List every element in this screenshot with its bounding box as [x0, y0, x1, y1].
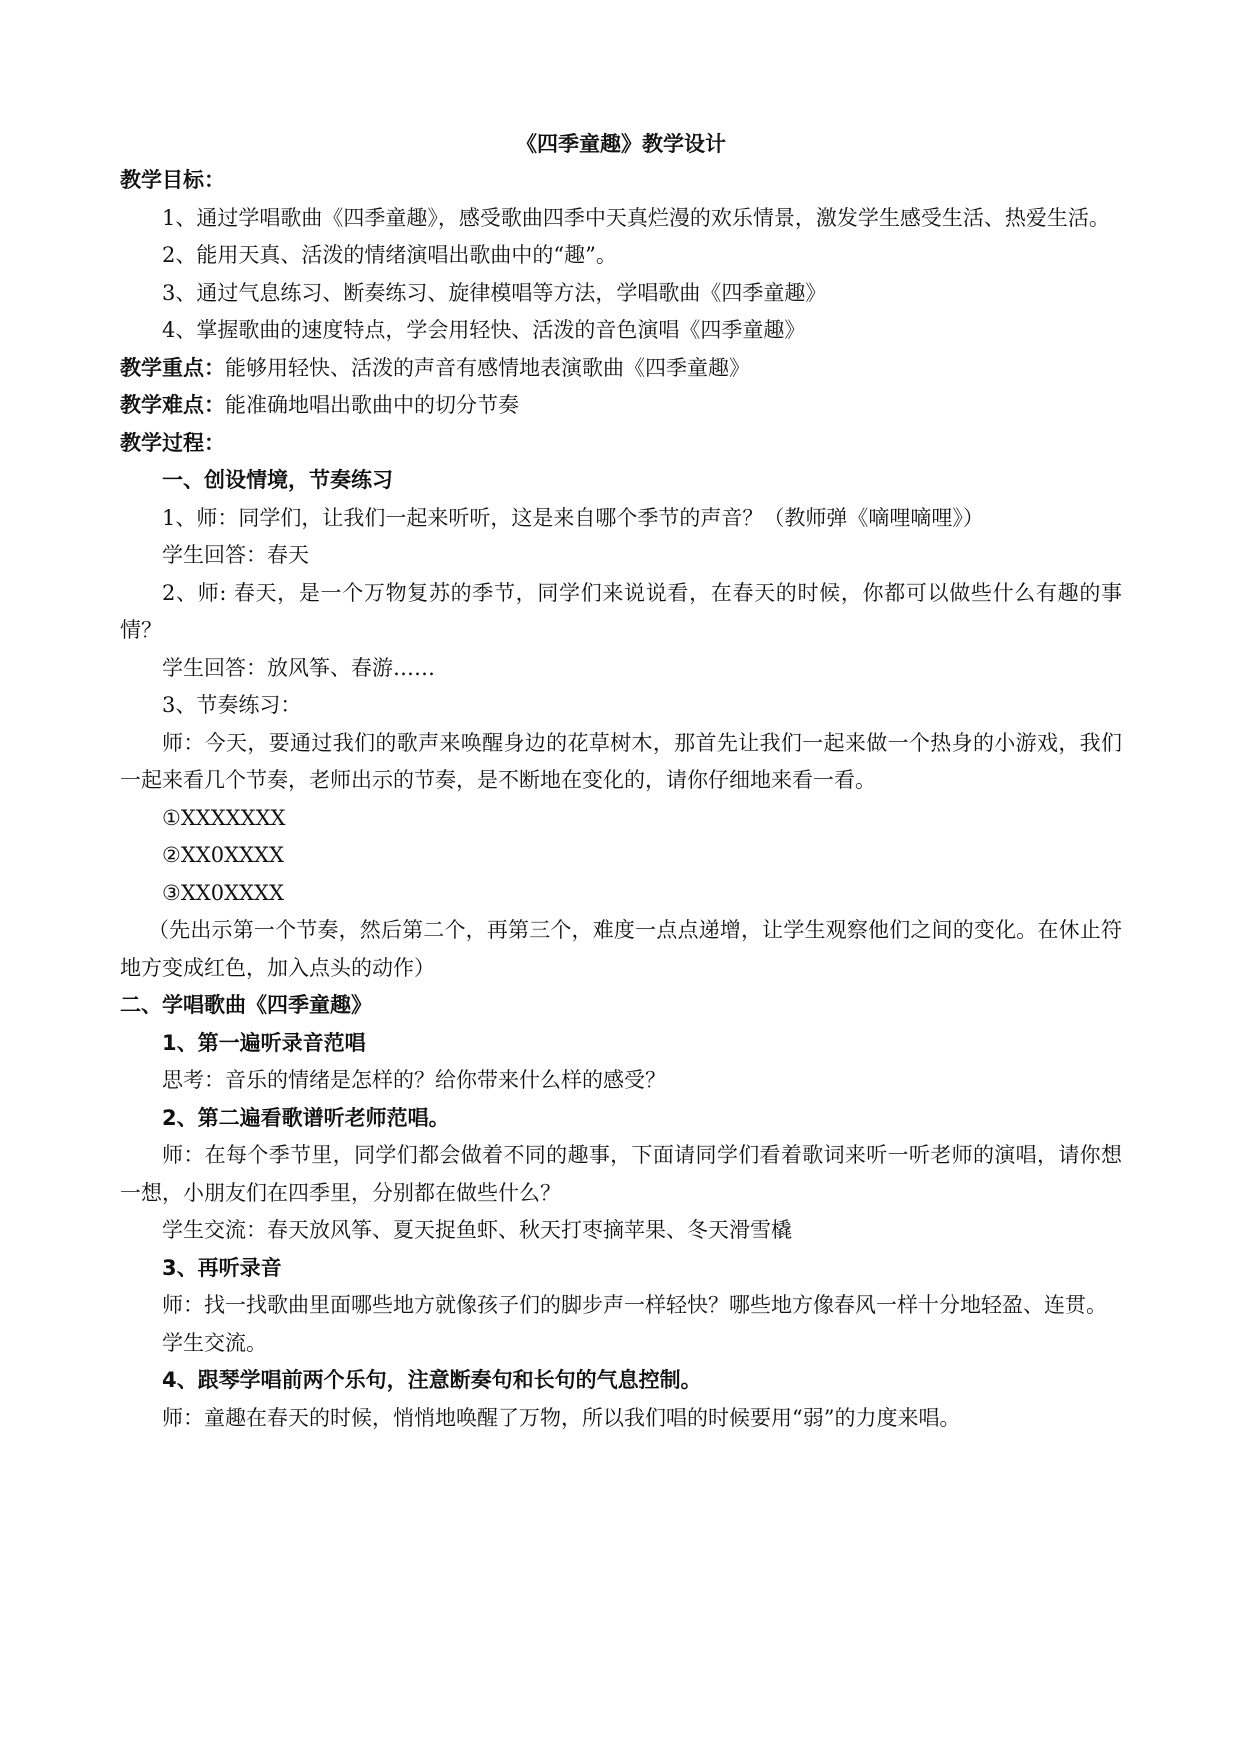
document-page — [120, 126, 1122, 1437]
section2-s3-answer: 学生交流。 — [162, 1330, 267, 1355]
section2-s1-heading: 1、第一遍听录音范唱 — [162, 1030, 366, 1055]
section2-s3-heading: 3、再听录音 — [162, 1255, 282, 1280]
section2-s2-text: 师：在每个季节里，同学们都会做着不同的趣事，下面请同学们看着歌词来听一听老师的演唱，请你想一想，小朋友们在四季里，分别都在做些什么？ — [120, 1143, 1122, 1205]
difficulty — [120, 387, 1122, 425]
section2-s1-text: 思考：音乐的情绪是怎样的？给你带来什么样的感受？ — [162, 1068, 666, 1092]
section1-note: （先出示第一个节奏，然后第二个，再第三个，难度一点点递增，让学生观察他们之间的变化。在休止符地方变成红色，加入点头的动作） — [120, 918, 1122, 980]
section1-p1-answer: 学生回答：春天 — [162, 543, 309, 567]
section2-s2-heading: 2、第二遍看歌谱听老师范唱。 — [162, 1105, 450, 1130]
objective-item: 3、通过气息练习、断奏练习、旋律模唱等方法，学唱歌曲《四季童趣》 — [162, 280, 827, 305]
key-point — [120, 350, 1122, 388]
objective-item: 1、通过学唱歌曲《四季童趣》，感受歌曲四季中天真烂漫的欢乐情景，激发学生感受生活、热爱生活。 — [162, 205, 1110, 230]
process-heading: 教学过程： — [120, 430, 225, 455]
difficulty-label: 教学难点： — [120, 393, 225, 417]
difficulty-text: 能准确地唱出歌曲中的切分节奏 — [225, 393, 519, 417]
section1-heading: 一、创设情境，节奏练习 — [162, 468, 393, 492]
section1-p1: 1、师：同学们，让我们一起来听听，这是来自哪个季节的声音？（教师弹《嘀哩嘀哩》） — [162, 505, 984, 530]
section2-heading: 二、学唱歌曲《四季童趣》 — [120, 993, 372, 1017]
section1-p3-text: 师：今天，要通过我们的歌声来唤醒身边的花草树木，那首先让我们一起来做一个热身的小游戏，我们一起来看几个节奏，老师出示的节奏，是不断地在变化的，请你仔细地来看一看。 — [120, 730, 1122, 792]
rhythm-item: ②XX0XXXX — [162, 843, 284, 867]
objectives-heading: 教学目标： — [120, 168, 225, 192]
document-title: 《四季童趣》教学设计 — [516, 132, 726, 156]
section2-s4-text: 师：童趣在春天的时候，悄悄地唤醒了万物，所以我们唱的时候要用“弱”的力度来唱。 — [162, 1405, 961, 1430]
section1-p2-answer: 学生回答：放风筝、春游…… — [162, 655, 435, 680]
section2-s2-answer: 学生交流：春天放风筝、夏天捉鱼虾、秋天打枣摘苹果、冬天滑雪橇 — [162, 1218, 792, 1242]
key-point-label: 教学重点： — [120, 355, 225, 380]
objective-item: 4、掌握歌曲的速度特点，学会用轻快、活泼的音色演唱《四季童趣》 — [162, 318, 806, 342]
rhythm-item: ③XX0XXXX — [162, 880, 284, 905]
section2-s4-heading: 4、跟琴学唱前两个乐句，注意断奏句和长句的气息控制。 — [162, 1368, 702, 1392]
key-point-text: 能够用轻快、活泼的声音有感情地表演歌曲《四季童趣》 — [225, 355, 750, 380]
rhythm-item: ①XXXXXXX — [162, 805, 286, 830]
section1-p2: 2、师: 春天，是一个万物复苏的季节，同学们来说说看，在春天的时候，你都可以做些什么有趣的事情？ — [120, 580, 1122, 642]
section1-p3: 3、节奏练习： — [162, 693, 302, 717]
section2-s3-text: 师：找一找歌曲里面哪些地方就像孩子们的脚步声一样轻快？哪些地方像春风一样十分地轻盈、连贯。 — [162, 1293, 1107, 1317]
objective-item: 2、能用天真、活泼的情绪演唱出歌曲中的“趣”。 — [162, 243, 617, 267]
